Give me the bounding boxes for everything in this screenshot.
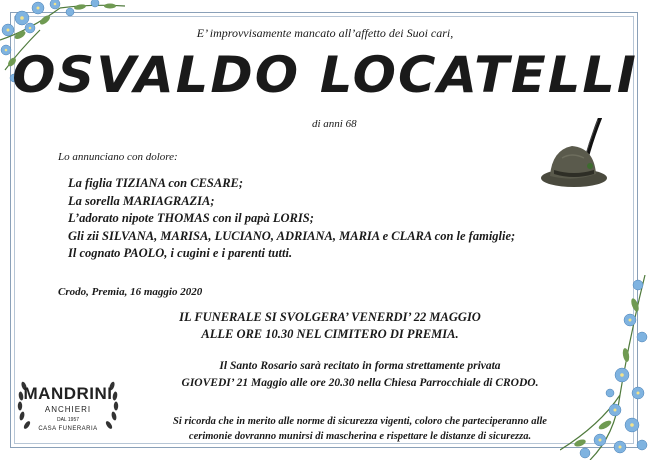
logo-subtitle: ANCHIERI xyxy=(44,405,92,414)
alpine-hat-icon xyxy=(540,118,608,192)
funeral-info xyxy=(130,309,530,343)
safety-line: Si ricorda che in merito alle norme di sicurezza vigenti, coloro che parteciperanno alle xyxy=(173,416,547,427)
family-list xyxy=(68,175,515,263)
deceased-name: OSVALDO LOCATELLI xyxy=(12,46,638,104)
funeral-line: IL FUNERALE SI SVOLGERA’ VENERDI’ 22 MAGGIO xyxy=(179,310,481,324)
place-date: Crodo, Premia, 16 maggio 2020 xyxy=(58,286,203,298)
logo-kind: CASA FUNERARIA xyxy=(38,426,98,432)
family-line: Il cognato PAOLO, i cugini e i parenti tutti. xyxy=(68,246,293,260)
rosary-line: GIOVEDI’ 21 Maggio alle ore 20.30 nella Chiesa Parrocchiale di CRODO. xyxy=(181,377,539,389)
intro-text: E’ improvvisamente mancato all’affetto dei Suoi cari, xyxy=(196,26,454,40)
age-text: di anni 68 xyxy=(312,118,357,130)
family-line: L’adorato nipote THOMAS con il papà LORIS; xyxy=(68,211,314,225)
funeral-line: ALLE ORE 10.30 NEL CIMITERO DI PREMIA. xyxy=(201,327,459,341)
family-line: La figlia TIZIANA con CESARE; xyxy=(68,176,244,190)
family-line: La sorella MARIAGRAZIA; xyxy=(68,193,215,208)
logo-brand: MANDRINI xyxy=(23,384,113,403)
funeral-home-logo xyxy=(14,374,122,440)
rosary-line: Il Santo Rosario sarà recitato in forma strettamente privata xyxy=(219,360,501,372)
logo-year: DAL 1957 xyxy=(56,417,80,423)
family-line: Gli zii SILVANA, MARISA, LUCIANO, ADRIANA, MARIA e CLARA con le famiglie; xyxy=(68,228,516,243)
safety-line: cerimonie dovranno munirsi di mascherina e rispettare le distanze di sicurezza. xyxy=(188,431,532,442)
safety-notice xyxy=(120,414,600,444)
announcement-text: Lo annunciano con dolore: xyxy=(58,151,178,163)
rosary-info xyxy=(120,358,600,392)
